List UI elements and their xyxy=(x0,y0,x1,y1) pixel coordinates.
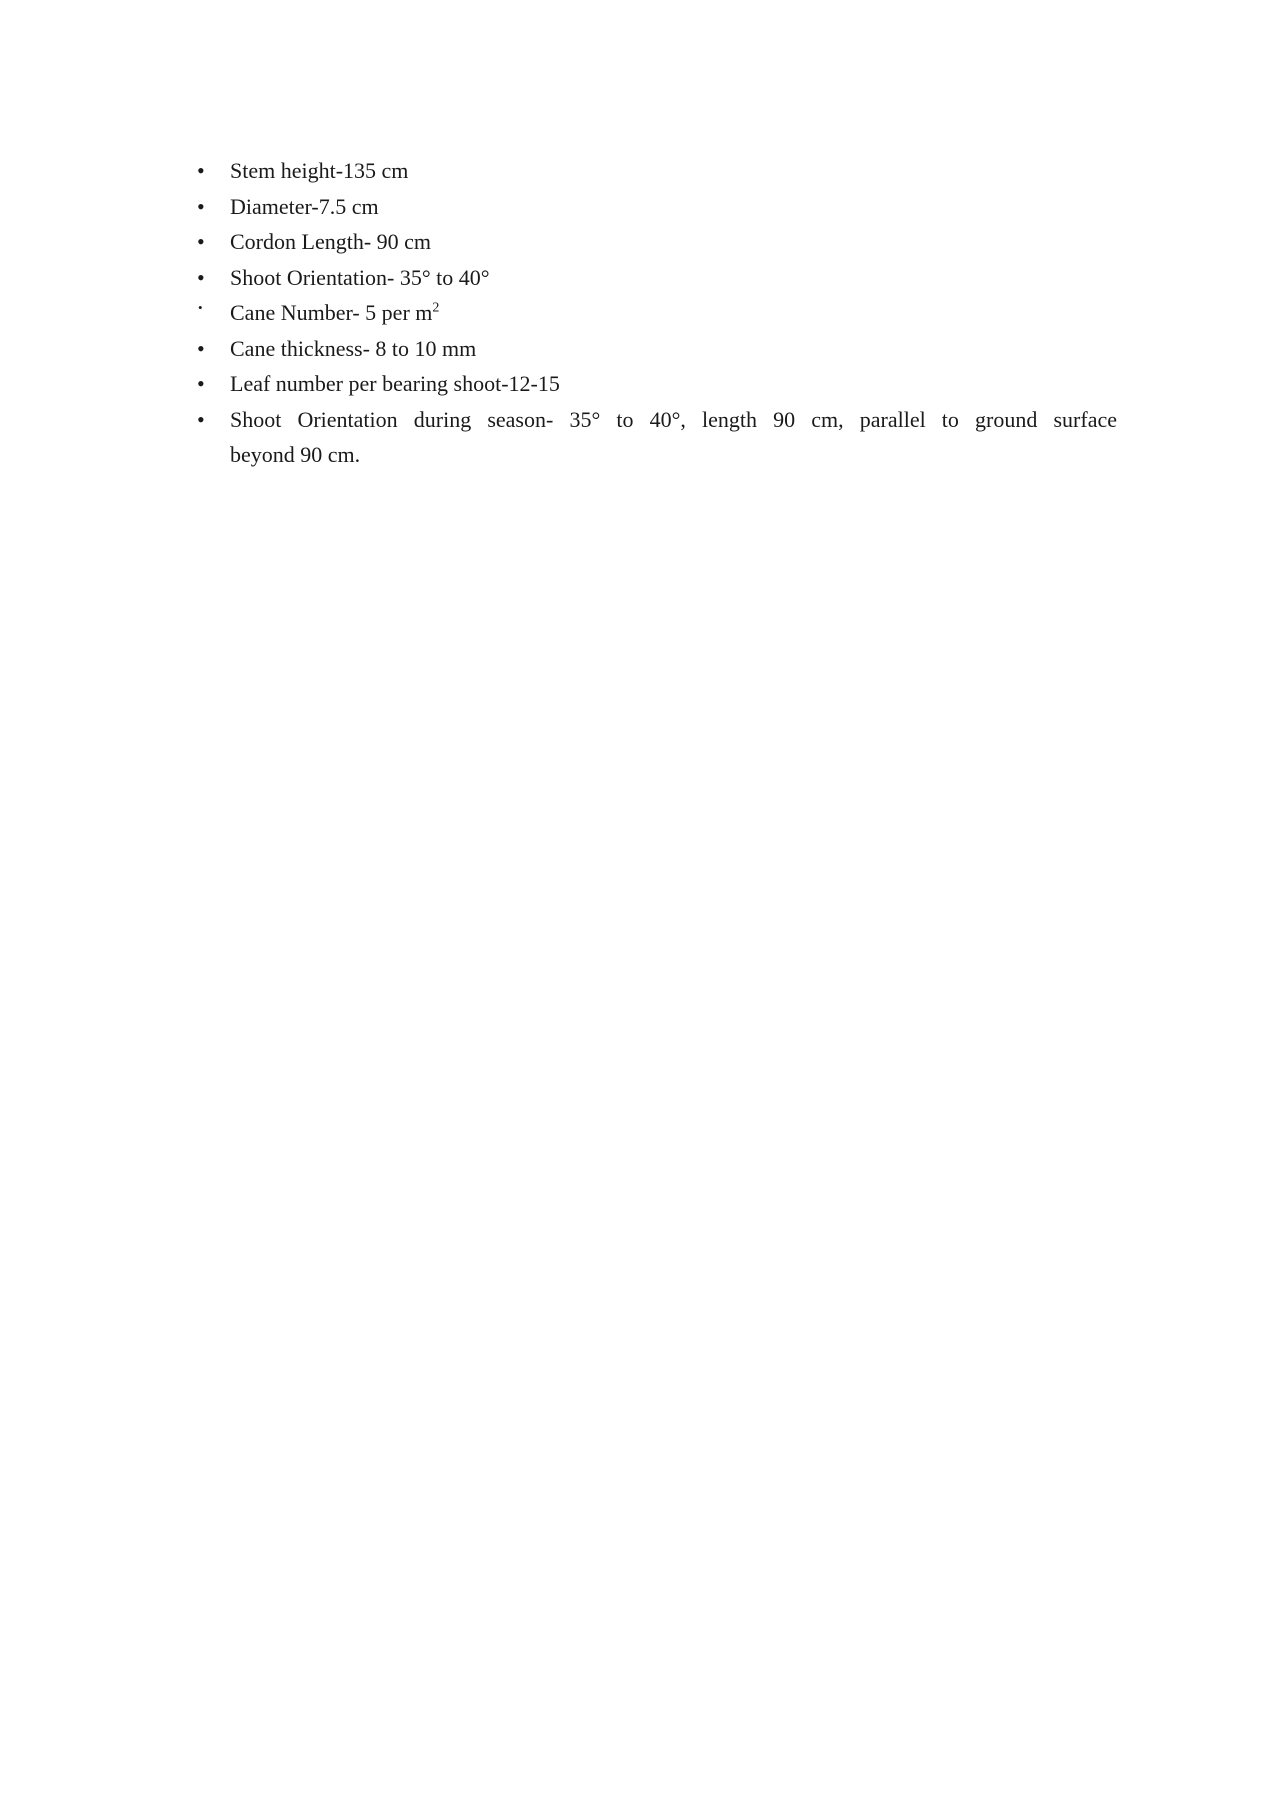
list-item xyxy=(197,295,1117,331)
bullet-marker: • xyxy=(197,158,205,183)
bullet-list xyxy=(197,153,1117,473)
bullet-marker: • xyxy=(197,229,205,254)
bullet-marker: • xyxy=(197,371,205,396)
list-item-text-line1: Shoot Orientation during season- 35° to 40°, length 90 cm, parallel to ground surface xyxy=(230,406,1117,432)
list-item-text-line2: beyond 90 cm. xyxy=(230,442,361,467)
list-item xyxy=(197,260,1117,296)
list-item xyxy=(197,189,1117,225)
list-item-text: Diameter-7.5 cm xyxy=(230,193,379,219)
bullet-marker: • xyxy=(197,264,205,290)
bullet-marker: • xyxy=(198,300,203,315)
list-item-text: Leaf number per bearing shoot-12-15 xyxy=(230,371,560,396)
superscript-text: 2 xyxy=(432,300,440,316)
list-item xyxy=(197,366,1117,402)
list-item xyxy=(197,402,1117,473)
list-item xyxy=(197,331,1117,367)
list-item-text: Cane Number- 5 per m xyxy=(230,300,433,325)
bullet-marker: • xyxy=(197,193,205,219)
list-item xyxy=(197,153,1117,189)
list-item-text: Stem height-135 cm xyxy=(230,158,409,183)
bullet-marker: • xyxy=(197,335,205,361)
list-item-text: Shoot Orientation- 35° to 40° xyxy=(230,264,490,290)
list-item-text: Cordon Length- 90 cm xyxy=(230,229,432,254)
list-item-text: Cane thickness- 8 to 10 mm xyxy=(230,335,477,361)
list-item xyxy=(197,224,1117,260)
bullet-marker: • xyxy=(197,406,205,432)
